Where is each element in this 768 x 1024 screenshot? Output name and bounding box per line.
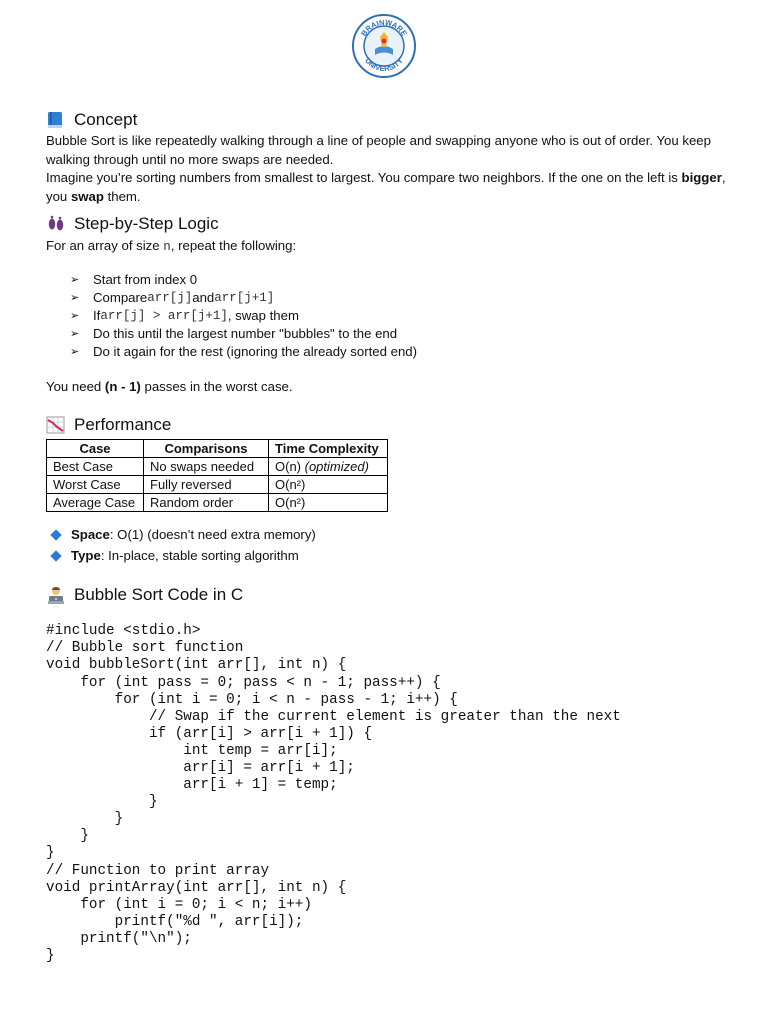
- university-logo: [351, 13, 417, 79]
- logic-steps-list: [46, 271, 736, 362]
- blue-book-icon: [46, 110, 68, 130]
- list-item: Type: In-place, stable sorting algorithm: [52, 545, 736, 566]
- logic-intro: For an array of size n, repeat the following:: [46, 237, 297, 254]
- performance-heading: [46, 413, 736, 437]
- cell-comparisons: Random order: [144, 494, 269, 512]
- table-row: [47, 476, 388, 494]
- header-case: Case: [47, 440, 144, 458]
- list-item: Space: O(1) (doesn’t need extra memory): [52, 524, 736, 545]
- table-row: [47, 458, 388, 476]
- list-item: ➢ If arr[j] > arr[j+1] , swap them: [70, 307, 736, 325]
- technologist-icon: [46, 585, 68, 605]
- code-block: #include <stdio.h> // Bubble sort function void bubbleSort(int arr[], int n) { for (int pass = 0; pass < n - 1; pass++) { for (int i = 0; i < n - pass - 1; i++) { // Swap if the current element is greater than the next if (arr[i] > arr[i + 1]) { int temp = arr[i]; arr[i] = arr[i + 1]; arr[i + 1] = temp; } } } } // Function to print array void printArray(int arr[], int n) { for (int i = 0; i < n; i++) printf("%d ", arr[i]); printf("\n"); }: [46, 623, 621, 965]
- header-comparisons: Comparisons: [144, 440, 269, 458]
- cell-time: O(n²): [269, 494, 388, 512]
- properties-list: [46, 524, 736, 566]
- table-row: [47, 494, 388, 512]
- concept-heading: [46, 108, 736, 132]
- code-heading-text: Bubble Sort Code in C: [74, 585, 244, 605]
- footprints-icon: [46, 214, 68, 234]
- chart-decreasing-icon: [46, 415, 68, 435]
- blue-diamond-icon: [50, 550, 61, 561]
- list-item: ➢ Compare arr[j] and arr[j+1]: [70, 289, 736, 307]
- logo-bottom-text: UNIVERSITY: [363, 56, 405, 74]
- code-heading: [46, 583, 736, 607]
- arrowhead-bullet-icon: ➢: [70, 346, 80, 359]
- cell-comparisons: No swaps needed: [144, 458, 269, 476]
- logo-top-text: BRAINWARE: [359, 17, 409, 38]
- list-item: ➢ Do this until the largest number "bubbles" to the end: [70, 325, 736, 343]
- arrowhead-bullet-icon: ➢: [70, 291, 80, 304]
- logic-heading-text: Step-by-Step Logic: [74, 213, 219, 233]
- concept-paragraph-2: Imagine you’re sorting numbers from smallest to largest. You compare two neighbors. If the one on the left is bigger, you swap them.: [46, 170, 726, 205]
- arrowhead-bullet-icon: ➢: [70, 273, 80, 286]
- cell-time: O(n²): [269, 476, 388, 494]
- header-time-complexity: Time Complexity: [269, 440, 388, 458]
- arrowhead-bullet-icon: ➢: [70, 328, 80, 341]
- logic-heading: [46, 212, 736, 236]
- document-body: [46, 108, 736, 965]
- passes-note: You need (n - 1) passes in the worst case.: [46, 378, 293, 394]
- performance-table: [46, 439, 388, 512]
- list-item: ➢ Start from index 0: [70, 271, 736, 289]
- arrowhead-bullet-icon: ➢: [70, 309, 80, 322]
- concept-heading-text: Concept: [74, 110, 138, 129]
- performance-heading-text: Performance: [74, 415, 172, 435]
- list-item: ➢ Do it again for the rest (ignoring the already sorted end): [70, 343, 736, 361]
- cell-case: Best Case: [47, 458, 144, 476]
- cell-comparisons: Fully reversed: [144, 476, 269, 494]
- cell-case: Worst Case: [47, 476, 144, 494]
- cell-case: Average Case: [47, 494, 144, 512]
- blue-diamond-icon: [50, 529, 61, 540]
- concept-paragraph-1: Bubble Sort is like repeatedly walking through a line of people and swapping anyone who is out of order. You keep walking through until no more swaps are needed.: [46, 133, 711, 167]
- cell-time: O(n) (optimized): [269, 458, 388, 476]
- table-header-row: [47, 440, 388, 458]
